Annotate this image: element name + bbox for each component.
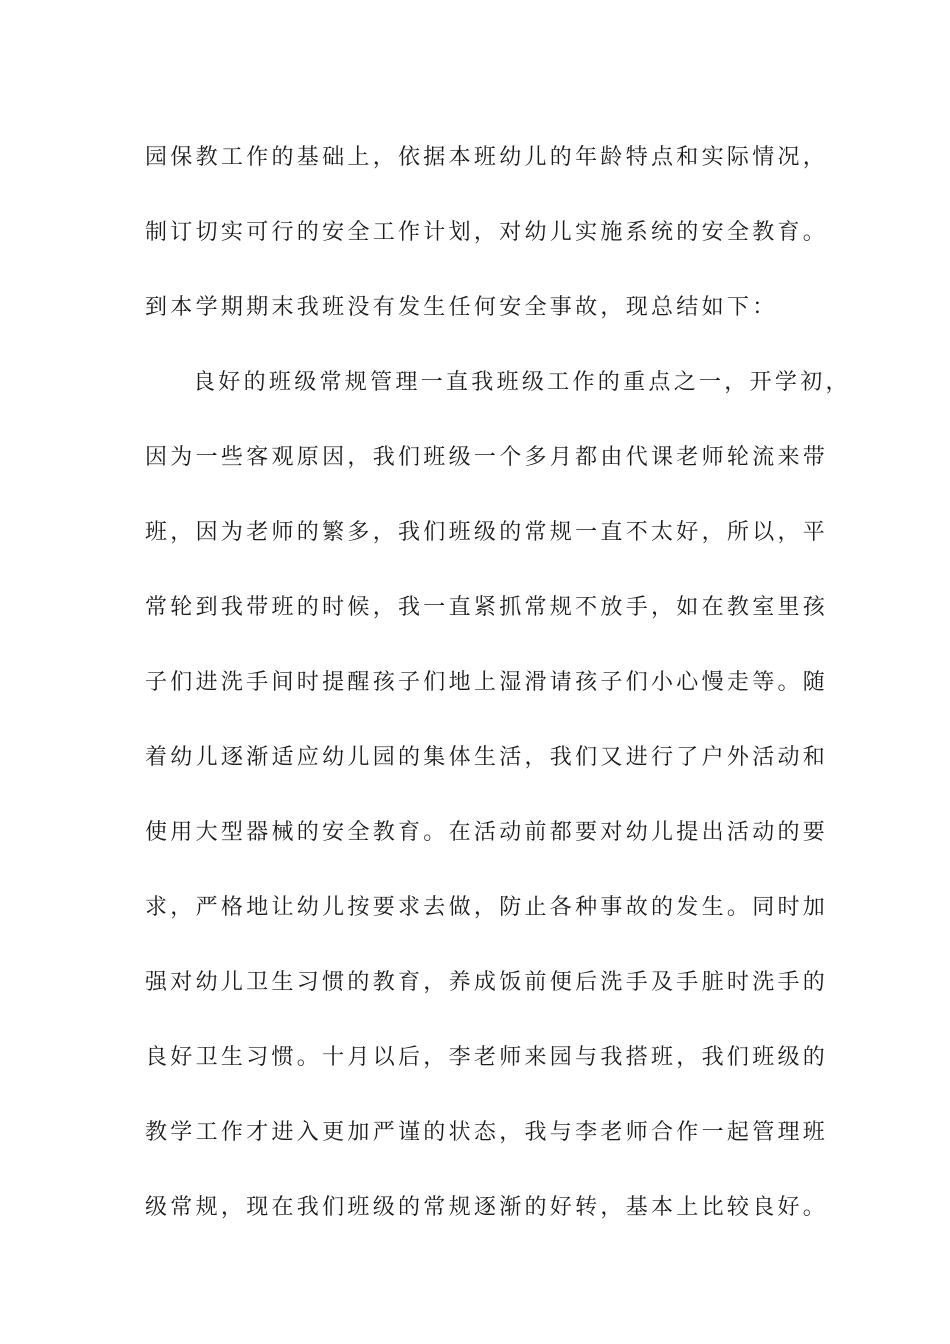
text-line: 级常规，现在我们班级的常规逐渐的好转，基本上比较良好。 xyxy=(145,1195,829,1220)
text-line: 班，因为老师的繁多，我们班级的常规一直不太好，所以，平 xyxy=(145,520,829,545)
text-line: 因为一些客观原因，我们班级一个多月都由代课老师轮流来带 xyxy=(145,445,829,470)
text-line: 到本学期期末我班没有发生任何安全事故，现总结如下： xyxy=(145,295,778,320)
text-line: 求，严格地让幼儿按要求去做，防止各种事故的发生。同时加 xyxy=(145,895,829,920)
text-line: 使用大型器械的安全教育。在活动前都要对幼儿提出活动的要 xyxy=(145,820,829,845)
text-line: 良好卫生习惯。十月以后，李老师来园与我搭班，我们班级的 xyxy=(145,1045,829,1070)
text-line: 常轮到我带班的时候，我一直紧抓常规不放手，如在教室里孩 xyxy=(145,595,829,620)
paragraph-first-line: 良好的班级常规管理一直我班级工作的重点之一，开学初， xyxy=(193,370,851,395)
text-line: 着幼儿逐渐适应幼儿园的集体生活，我们又进行了户外活动和 xyxy=(145,745,829,770)
text-line: 强对幼儿卫生习惯的教育，养成饭前便后洗手及手脏时洗手的 xyxy=(145,970,829,995)
text-line: 子们进洗手间时提醒孩子们地上湿滑请孩子们小心慢走等。随 xyxy=(145,670,829,695)
text-line: 教学工作才进入更加严谨的状态，我与李老师合作一起管理班 xyxy=(145,1120,829,1145)
text-line: 园保教工作的基础上，依据本班幼儿的年龄特点和实际情况， xyxy=(145,145,829,170)
text-line: 制订切实可行的安全工作计划，对幼儿实施系统的安全教育。 xyxy=(145,220,829,245)
